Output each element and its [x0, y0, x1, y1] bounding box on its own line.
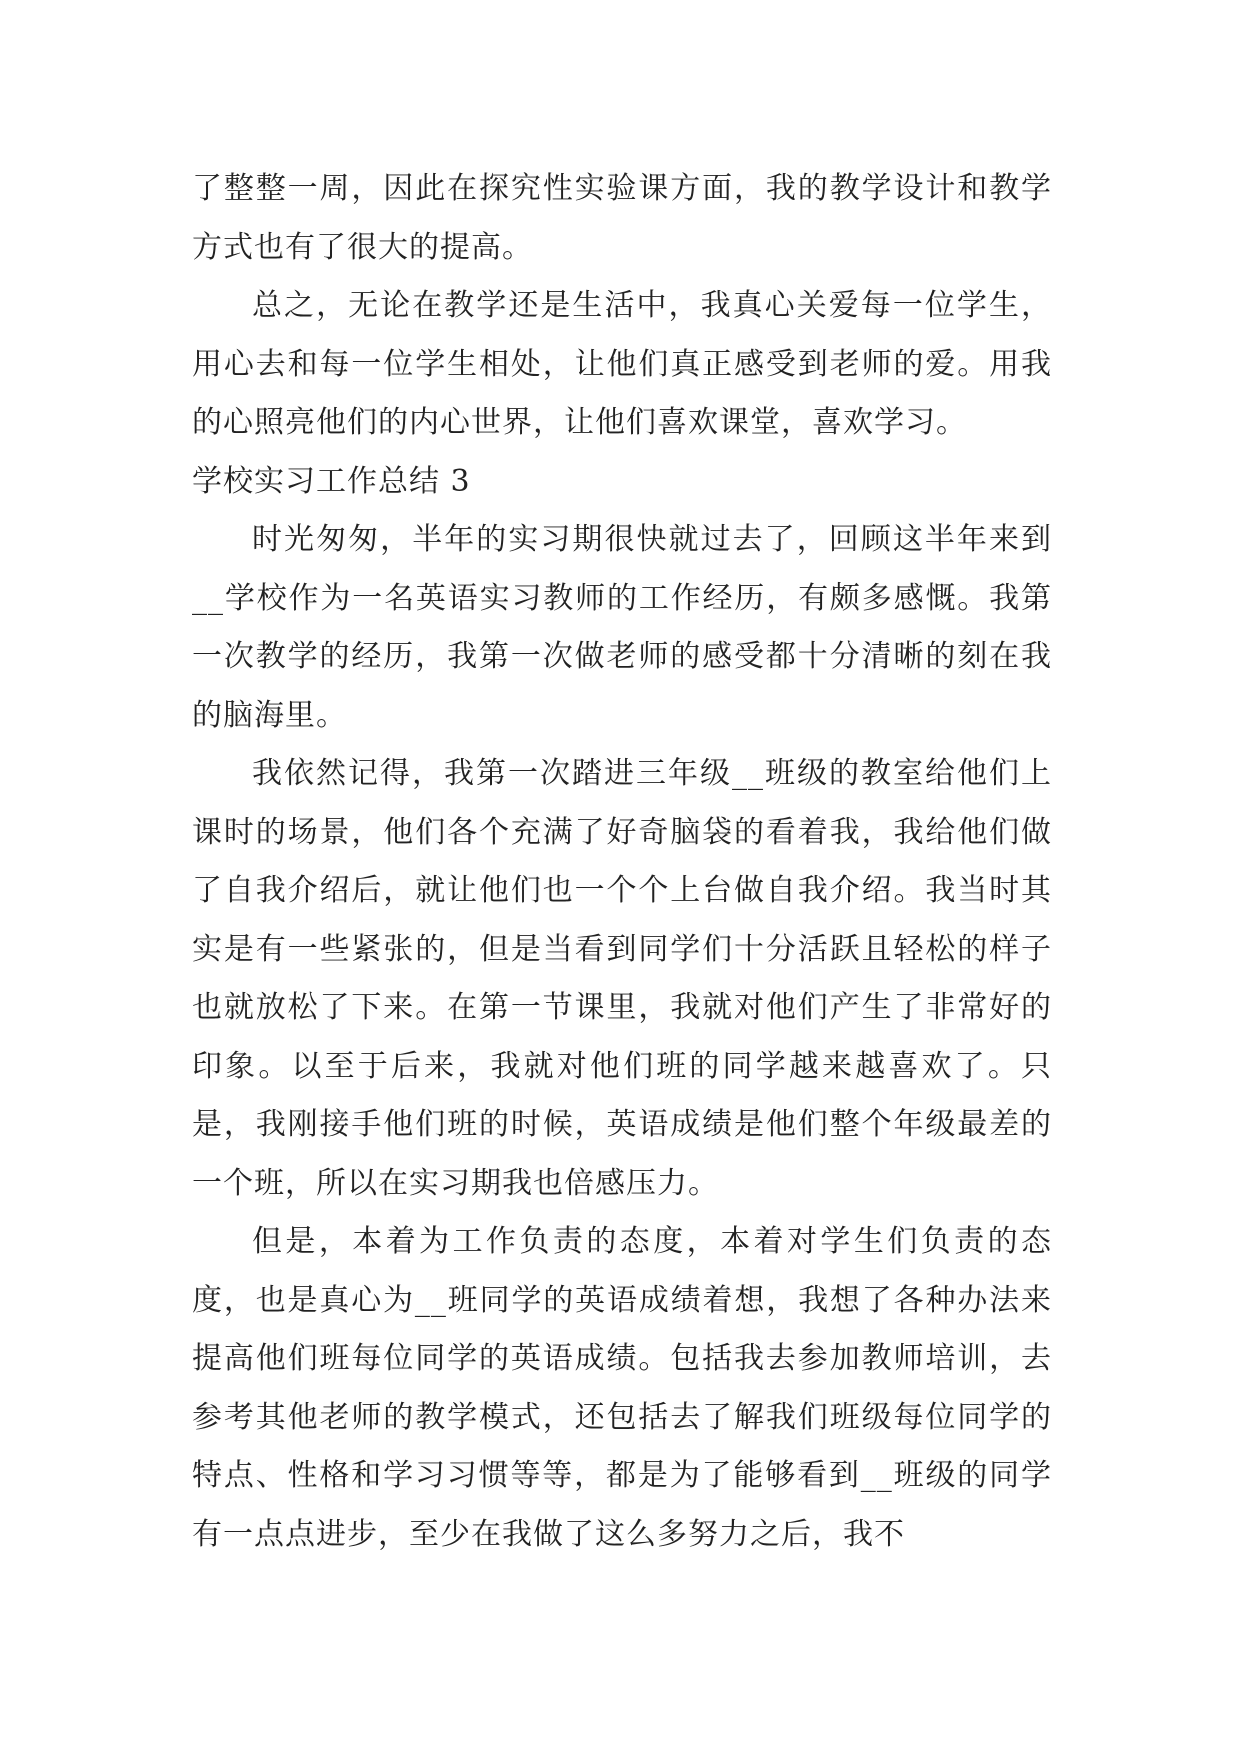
- paragraph-continued: 了整整一周，因此在探究性实验课方面，我的教学设计和教学方式也有了很大的提高。: [192, 171, 1052, 265]
- document-body: [192, 160, 1052, 1564]
- paragraph-intro: 时光匆匆，半年的实习期很快就过去了，回顾这半年来到__学校作为一名英语实习教师的工作经历，有颇多感慨。我第一次教学的经历，我第一次做老师的感受都十分清晰的刻在我的脑海里。: [192, 522, 1052, 733]
- paragraph-efforts: 但是，本着为工作负责的态度，本着对学生们负责的态度，也是真心为__班同学的英语成绩着想，我想了各种办法来提高他们班每位同学的英语成绩。包括我去参加教师培训，去参考其他老师的教学模式，还包括去了解我们班级每位同学的特点、性格和学习习惯等等，都是为了能够看到__班级的同学有一点点进步，至少在我做了这么多努力之后，我不: [192, 1224, 1052, 1552]
- paragraph-conclusion: 总之，无论在教学还是生活中，我真心关爱每一位学生，用心去和每一位学生相处，让他们真正感受到老师的爱。用我的心照亮他们的内心世界，让他们喜欢课堂，喜欢学习。: [192, 288, 1052, 440]
- section-heading: 学校实习工作总结 3: [192, 463, 471, 499]
- paragraph-first-class: 我依然记得，我第一次踏进三年级__班级的教室给他们上课时的场景，他们各个充满了好奇脑袋的看着我，我给他们做了自我介绍后，就让他们也一个个上台做自我介绍。我当时其实是有一些紧张的，但是当看到同学们十分活跃且轻松的样子也就放松了下来。在第一节课里，我就对他们产生了非常好的印象。以至于后来，我就对他们班的同学越来越喜欢了。只是，我刚接手他们班的时候，英语成绩是他们整个年级最差的一个班，所以在实习期我也倍感压力。: [192, 756, 1052, 1201]
